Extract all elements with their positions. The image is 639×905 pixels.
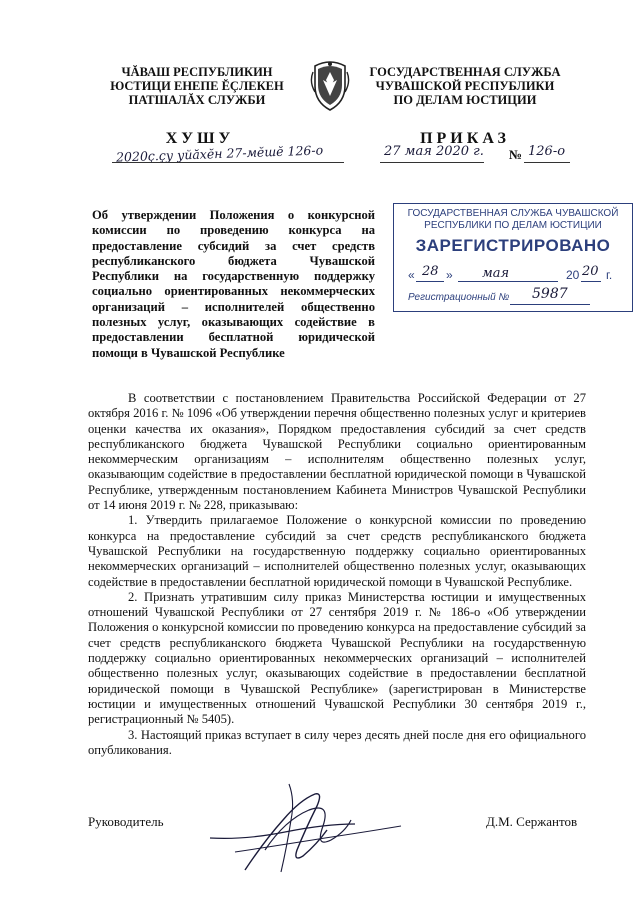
stamp-year-handwritten: 20 (582, 264, 599, 279)
left-date-handwritten: 2020ç.çу уйăхĕн 27-мĕшĕ 126-о (115, 142, 324, 165)
right-number-underline (524, 162, 570, 163)
stamp-day-underline (416, 281, 444, 282)
document-subject: Об утверждении Положения о конкурсной комиссии по проведению конкурса на предоставление субсидий за счет средств республиканского бюджета Чувашской Республики на государственную поддержку социально ориентированных некоммерческих организаций – исполнителей общественно полезных услуг, оказывающих содействие в предоставлении бесплатной юридической помощи в Чувашской Республике (92, 208, 375, 360)
stamp-quote-open: « (408, 268, 415, 282)
stamp-date-row (408, 266, 628, 284)
registration-stamp (393, 203, 633, 312)
right-date-underline (380, 162, 484, 163)
header-left-line-3: ПАТШАЛĂХ СЛУЖБИ (128, 93, 266, 107)
stamp-month-underline (458, 281, 558, 282)
header-left-line-1: ЧĂВАШ РЕСПУБЛИКИН (121, 65, 273, 79)
stamp-line-1: ГОСУДАРСТВЕННАЯ СЛУЖБА ЧУВАШСКОЙ (407, 208, 619, 219)
stamp-registered: ЗАРЕГИСТРИРОВАНО (415, 236, 611, 255)
stamp-quote-close: » (446, 268, 453, 282)
number-sign: № (509, 147, 523, 162)
left-date-underline (112, 162, 344, 163)
right-date-handwritten: 27 мая 2020 г. (384, 144, 484, 159)
body-paragraph-2: 1. Утвердить прилагаемое Положение о конкурсной комиссии по проведению конкурса на предоставление субсидий за счет средств республиканского бюджета Чувашской Республики на государственную поддержку социально ориентированных некоммерческих организаций – исполнителей общественно полезных услуг, оказывающих содействие в предоставлении бесплатной юридической помощи в Чувашской Республике. (88, 513, 586, 589)
stamp-month-handwritten: мая (482, 266, 510, 281)
stamp-day-handwritten: 28 (422, 264, 439, 279)
stamp-year-underline (581, 281, 601, 282)
signature-position: Руководитель (88, 814, 164, 829)
header-left-line-2: ЮСТИЦИ ЕНЕПЕ ĔÇЛЕКЕН (110, 79, 284, 93)
stamp-reg-label: Регистрационный № (408, 292, 510, 303)
stamp-reg-number-handwritten: 5987 (532, 286, 568, 302)
handwritten-signature (205, 780, 405, 880)
header-left (92, 65, 302, 107)
stamp-year-prefix: 20 (566, 268, 580, 282)
body-paragraph-1: В соответствии с постановлением Правительства Российской Федерации от 27 октября 2016 г. № 1096 «Об утверждении перечня общественно полезных услуг и критериев оценки качества их оказания», Порядком предоставления субсидий за счет средств республиканского бюджета Чувашской Республики социально ориентированным некоммерческим организациям – исполнителям общественно полезных услуг, оказывающим содействие в предоставлении бесплатной юридической помощи в Чувашской Республике, утвержденным постановлением Кабинета Министров Чувашской Республики от 14 июня 2019 г. № 228, приказываю: (88, 391, 586, 513)
signature-name: Д.М. Сержантов (486, 814, 578, 829)
header-right-line-1: ГОСУДАРСТВЕННАЯ СЛУЖБА (369, 65, 561, 79)
document-body (88, 391, 586, 758)
header-right-line-2: ЧУВАШСКОЙ РЕСПУБЛИКИ (375, 79, 555, 93)
title-right-prikaz: ПРИКАЗ (420, 130, 510, 147)
stamp-year-suffix: г. (606, 268, 613, 282)
body-paragraph-3: 2. Признать утратившим силу приказ Министерства юстиции и имущественных отношений Чувашской Республики от 27 сентября 2019 г. № 186-о «Об утверждении Положения о конкурсной комиссии по проведению конкурса на предоставление субсидий за счет средств республиканского бюджета Чувашской Республики на государственную поддержку социально ориентированных некоммерческих организаций – исполнителей общественно полезных услуг, оказывающих содействие в предоставлении бесплатной юридической помощи в Чувашской Республике» (зарегистрирован в Министерстве юстиции и имущественных отношений Чувашской Республики 30 сентября 2019 г., регистрационный № 5405). (88, 589, 586, 727)
stamp-reg-underline (510, 304, 590, 305)
body-paragraph-4: 3. Настоящий приказ вступает в силу через десять дней после дня его официального опубликования. (88, 727, 586, 757)
title-left-khushu: ХУШУ (165, 130, 235, 147)
chuvash-emblem (309, 58, 351, 112)
header-right (358, 65, 572, 107)
header-right-line-3: ПО ДЕЛАМ ЮСТИЦИИ (393, 93, 537, 107)
right-number-handwritten: 126-о (528, 144, 566, 159)
stamp-line-2: РЕСПУБЛИКИ ПО ДЕЛАМ ЮСТИЦИИ (424, 220, 602, 231)
